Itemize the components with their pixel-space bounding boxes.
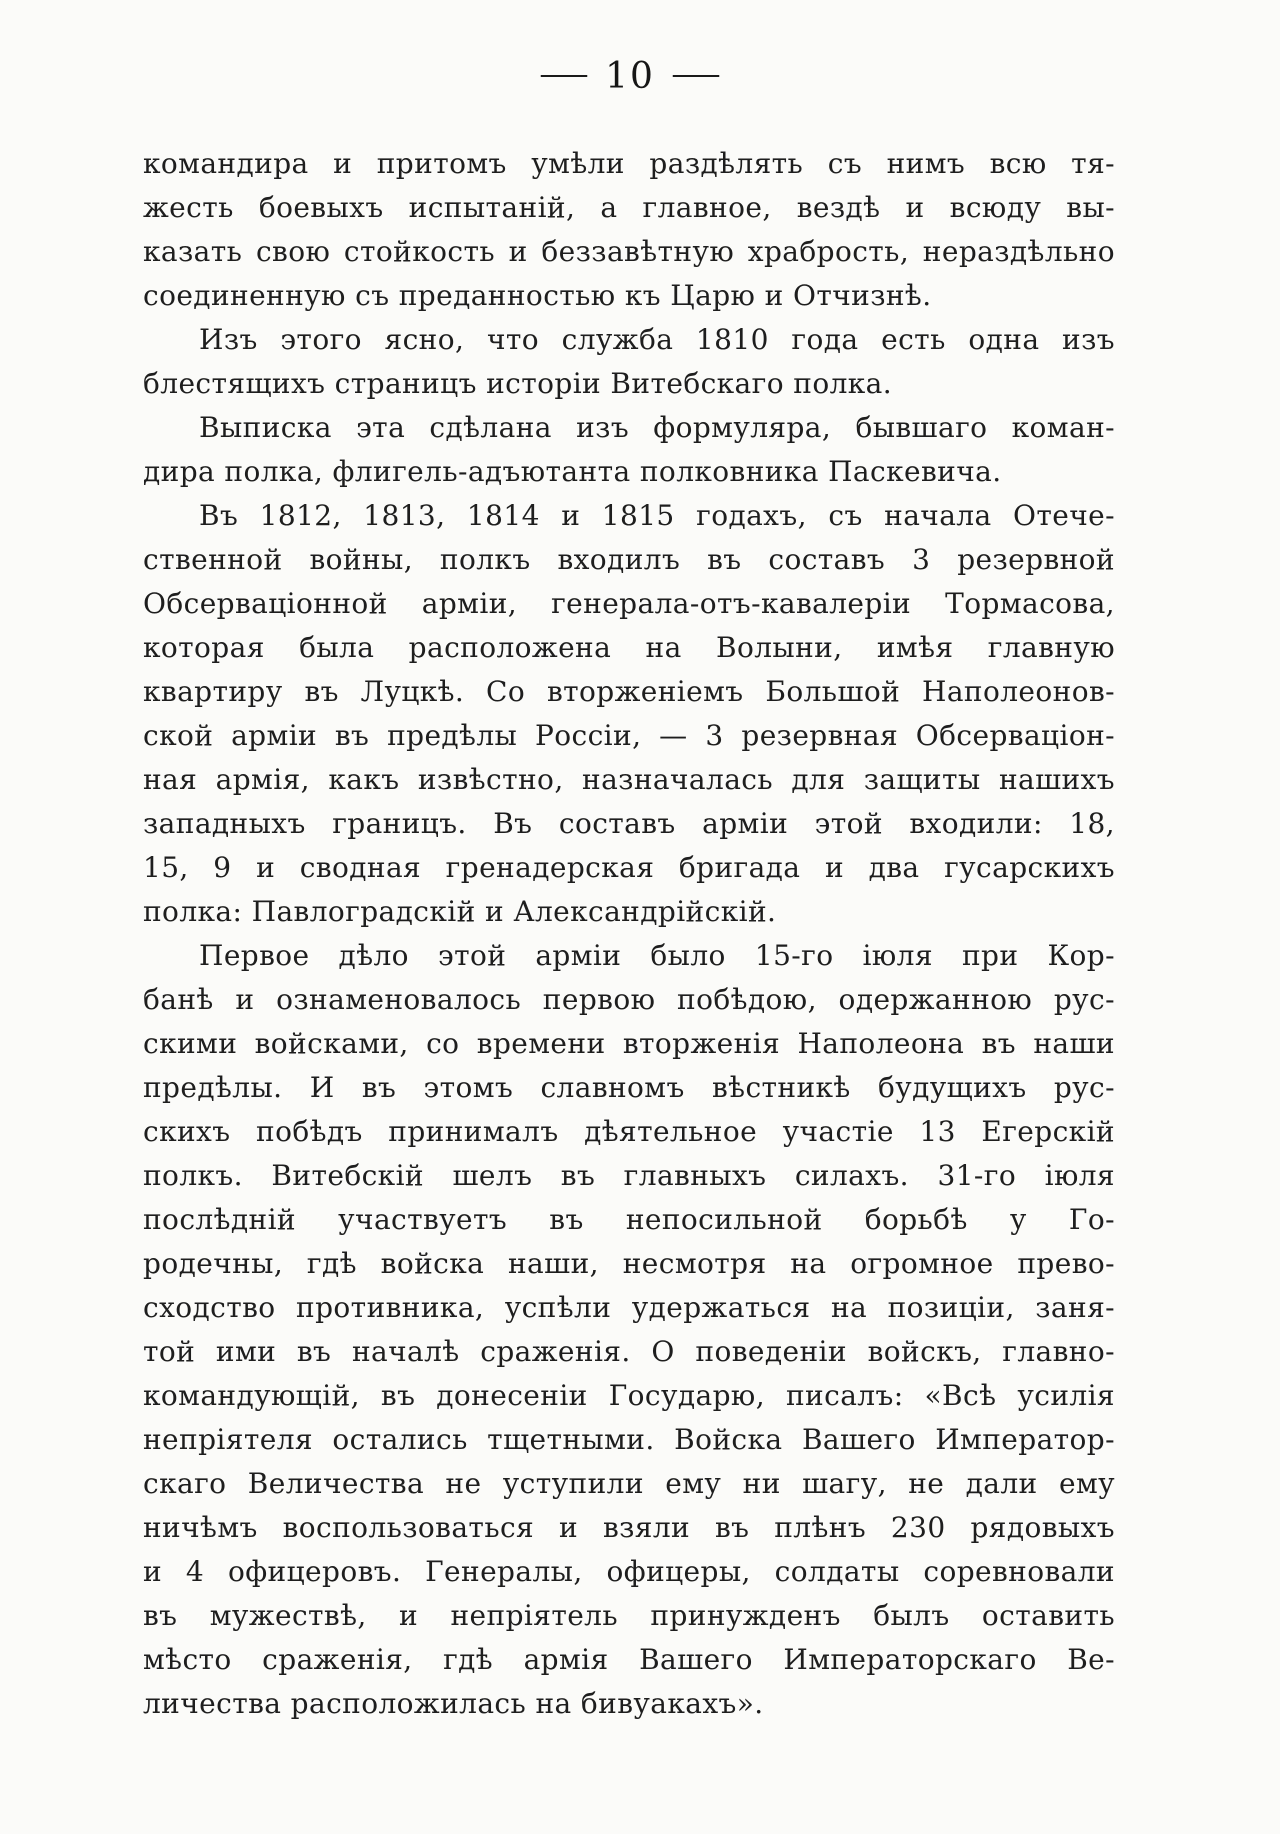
text-body [143,142,1115,1726]
text-line: командира и притомъ умѣли раздѣлять съ нимъ всю тя- [143,147,1115,180]
text-line: личества расположилась на бивуакахъ». [143,1687,764,1720]
text-line: казать свою стойкость и беззавѣтную храбрость, нераздѣльно [143,235,1115,268]
text-line: полкъ. Витебскій шелъ въ главныхъ силахъ. 31-го іюля [143,1159,1115,1192]
text-line: западныхъ границъ. Въ составъ арміи этой входили: 18, [143,807,1115,840]
text-line: скаго Величества не уступили ему ни шагу, не дали ему [143,1467,1115,1500]
text-line: соединенную съ преданностью къ Царю и Отчизнѣ. [143,279,932,312]
page-number: 10 [605,56,655,97]
text-line: родечны, гдѣ войска наши, несмотря на огромное прево- [143,1247,1115,1280]
text-line: ничѣмъ воспользоваться и взяли въ плѣнъ 230 рядовыхъ [143,1511,1115,1544]
text-line: ная армія, какъ извѣстно, назначалась для защиты нашихъ [143,763,1115,796]
text-line: которая была расположена на Волыни, имѣя главную [143,631,1115,664]
text-line: 15, 9 и сводная гренадерская бригада и два гусарскихъ [143,851,1115,884]
text-line: скихъ побѣдъ принималъ дѣятельное участіе 13 Егерскій [143,1115,1115,1148]
text-line: полка: Павлоградскій и Александрійскій. [143,895,777,928]
text-line: Обсерваціонной арміи, генерала-отъ-кавалеріи Тормасова, [143,587,1115,620]
text-line: мѣсто сраженія, гдѣ армія Вашего Императорскаго Ве- [143,1643,1115,1676]
text-line: квартиру въ Луцкѣ. Со вторженіемъ Большой Наполеонов- [143,675,1115,708]
text-line: сходство противника, успѣли удержаться на позиціи, заня- [143,1291,1115,1324]
text-line: жесть боевыхъ испытаній, а главное, вездѣ и всюду вы- [143,191,1115,224]
text-line: Въ 1812, 1813, 1814 и 1815 годахъ, съ начала Отече- [199,499,1115,532]
text-line: Выписка эта сдѣлана изъ формуляра, бывшаго коман- [199,411,1115,444]
text-line: банѣ и ознаменовалось первою побѣдою, одержанною рус- [143,983,1115,1016]
text-line: той ими въ началѣ сраженія. О поведеніи войскъ, главно- [143,1335,1115,1368]
text-line: ственной войны, полкъ входилъ въ составъ 3 резервной [143,543,1115,576]
text-line: командующій, въ донесеніи Государю, писалъ: «Всѣ усилія [143,1379,1115,1412]
text-line: ской арміи въ предѣлы Россіи, — 3 резервная Обсерваціон- [143,719,1115,752]
header-left-dash: — [538,57,590,92]
text-line: послѣдній участвуетъ въ непосильной борьбѣ у Го- [143,1203,1115,1236]
text-line: предѣлы. И въ этомъ славномъ вѣстникѣ будущихъ рус- [143,1071,1115,1104]
text-line: Первое дѣло этой арміи было 15-го іюля при Кор- [199,939,1115,972]
text-line: блестящихъ страницъ исторіи Витебскаго полка. [143,367,893,400]
page-header [0,56,1260,97]
text-line: и 4 офицеровъ. Генералы, офицеры, солдаты соревновали [143,1555,1115,1588]
text-line: Изъ этого ясно, что служба 1810 года есть одна изъ [199,323,1115,356]
text-line: скими войсками, со времени вторженія Наполеона въ наши [143,1027,1115,1060]
text-line: дира полка, флигель-адъютанта полковника Паскевича. [143,455,1002,488]
header-right-dash: — [670,57,722,92]
text-line: въ мужествѣ, и непріятель принужденъ былъ оставить [143,1599,1115,1632]
text-line: непріятеля остались тщетными. Войска Вашего Император- [143,1423,1115,1456]
